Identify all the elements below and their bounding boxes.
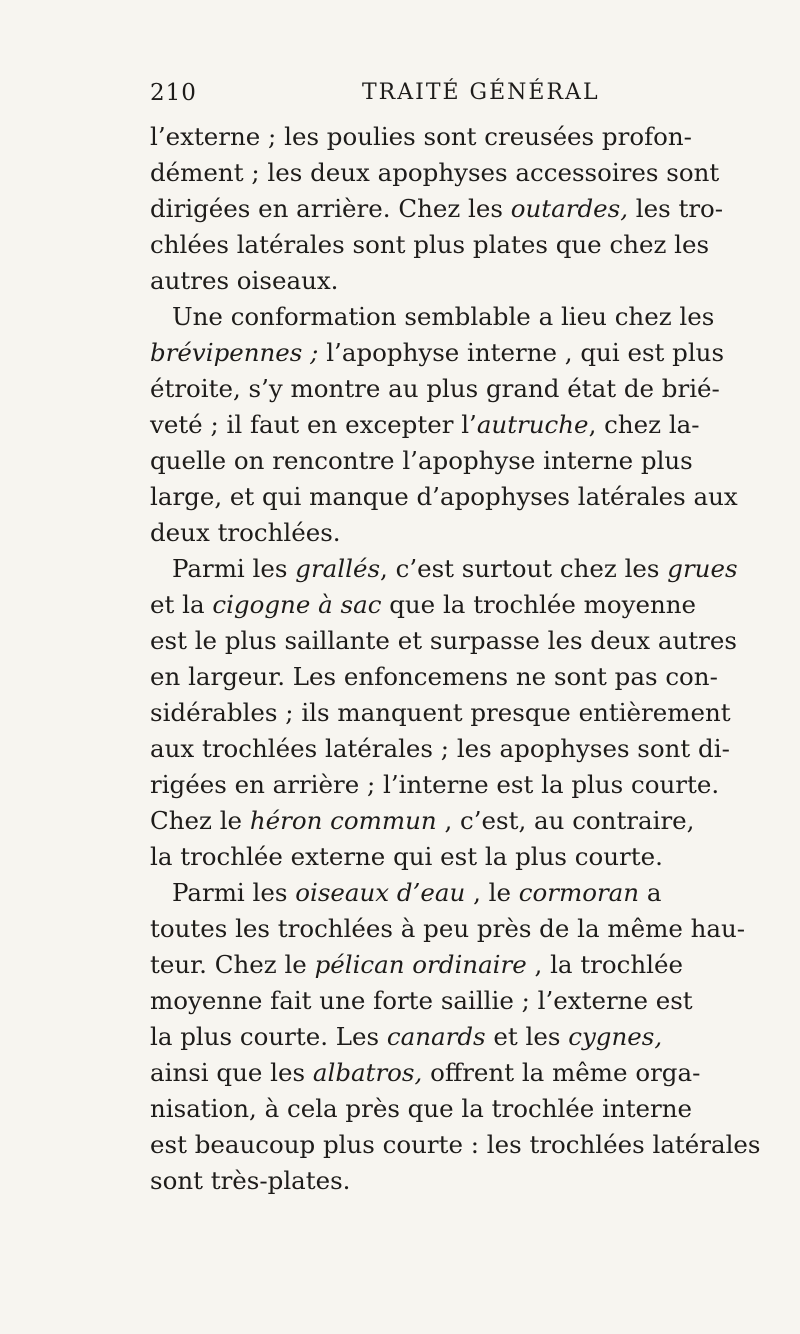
- text-line: quelle on rencontre l’apophyse interne plus: [150, 446, 693, 475]
- page-number: 210: [150, 80, 197, 106]
- text-line: l’externe ; les poulies sont creusées profon-: [150, 122, 692, 151]
- italic-term: grallés: [295, 554, 381, 583]
- text-line: rigées en arrière ; l’interne est la plus courte.: [150, 770, 720, 799]
- text-line: aux trochlées latérales ; les apophyses sont di-: [150, 734, 730, 763]
- text-line: veté ; il faut en excepter l’autruche, chez la-: [150, 410, 700, 439]
- paragraph-start: Une conformation semblable a lieu chez les: [172, 302, 715, 331]
- text-line: étroite, s’y montre au plus grand état de brié-: [150, 374, 720, 403]
- text-line: deux trochlées.: [150, 518, 341, 547]
- text-line: teur. Chez le pélican ordinaire , la trochlée: [150, 950, 683, 979]
- italic-term: cygnes,: [568, 1022, 663, 1051]
- text-line: brévipennes ; l’apophyse interne , qui est plus: [150, 338, 725, 367]
- italic-term: autruche: [476, 410, 589, 439]
- text-line: dirigées en arrière. Chez les outardes, les tro-: [150, 194, 724, 223]
- text-line: ainsi que les albatros, offrent la même orga-: [150, 1058, 701, 1087]
- text-line: dément ; les deux apophyses accessoires sont: [150, 158, 720, 187]
- italic-term: brévipennes ;: [150, 338, 319, 367]
- text-line: est le plus saillante et surpasse les deux autres: [150, 626, 737, 655]
- text-line: sidérables ; ils manquent presque entièrement: [150, 698, 731, 727]
- text-line: et la cigogne à sac que la trochlée moyenne: [150, 590, 696, 619]
- text-line: la trochlée externe qui est la plus courte.: [150, 842, 663, 871]
- running-title: TRAITÉ GÉNÉRAL: [362, 80, 600, 105]
- italic-term: albatros,: [312, 1058, 423, 1087]
- italic-term: oiseaux d’eau: [295, 878, 466, 907]
- text-line: toutes les trochlées à peu près de la même hau-: [150, 914, 746, 943]
- text-line: large, et qui manque d’apophyses latérales aux: [150, 482, 738, 511]
- text-line: nisation, à cela près que la trochlée interne: [150, 1094, 693, 1123]
- text-line: chlées latérales sont plus plates que chez les: [150, 230, 710, 259]
- text-line: sont très-plates.: [150, 1166, 351, 1195]
- page-header: [150, 80, 670, 120]
- text-line: la plus courte. Les canards et les cygnes,: [150, 1022, 663, 1051]
- text-line: autres oiseaux.: [150, 266, 339, 295]
- italic-term: héron commun: [249, 806, 437, 835]
- italic-term: grues: [667, 554, 738, 583]
- italic-term: cigogne à sac: [212, 590, 382, 619]
- text-line: Chez le héron commun , c’est, au contraire,: [150, 806, 695, 835]
- text-line: en largeur. Les enfoncemens ne sont pas con-: [150, 662, 718, 691]
- italic-term: pélican ordinaire: [314, 950, 527, 979]
- text-line: moyenne fait une forte saillie ; l’externe est: [150, 986, 693, 1015]
- paragraph-start: Parmi les oiseaux d’eau , le cormoran a: [172, 878, 662, 907]
- text-line: est beaucoup plus courte : les trochlées latérales: [150, 1130, 761, 1159]
- italic-term: outardes,: [510, 194, 628, 223]
- body-text: [150, 119, 786, 1199]
- paragraph-start: Parmi les grallés, c’est surtout chez les grues: [172, 554, 738, 583]
- italic-term: canards: [386, 1022, 486, 1051]
- italic-term: cormoran: [518, 878, 640, 907]
